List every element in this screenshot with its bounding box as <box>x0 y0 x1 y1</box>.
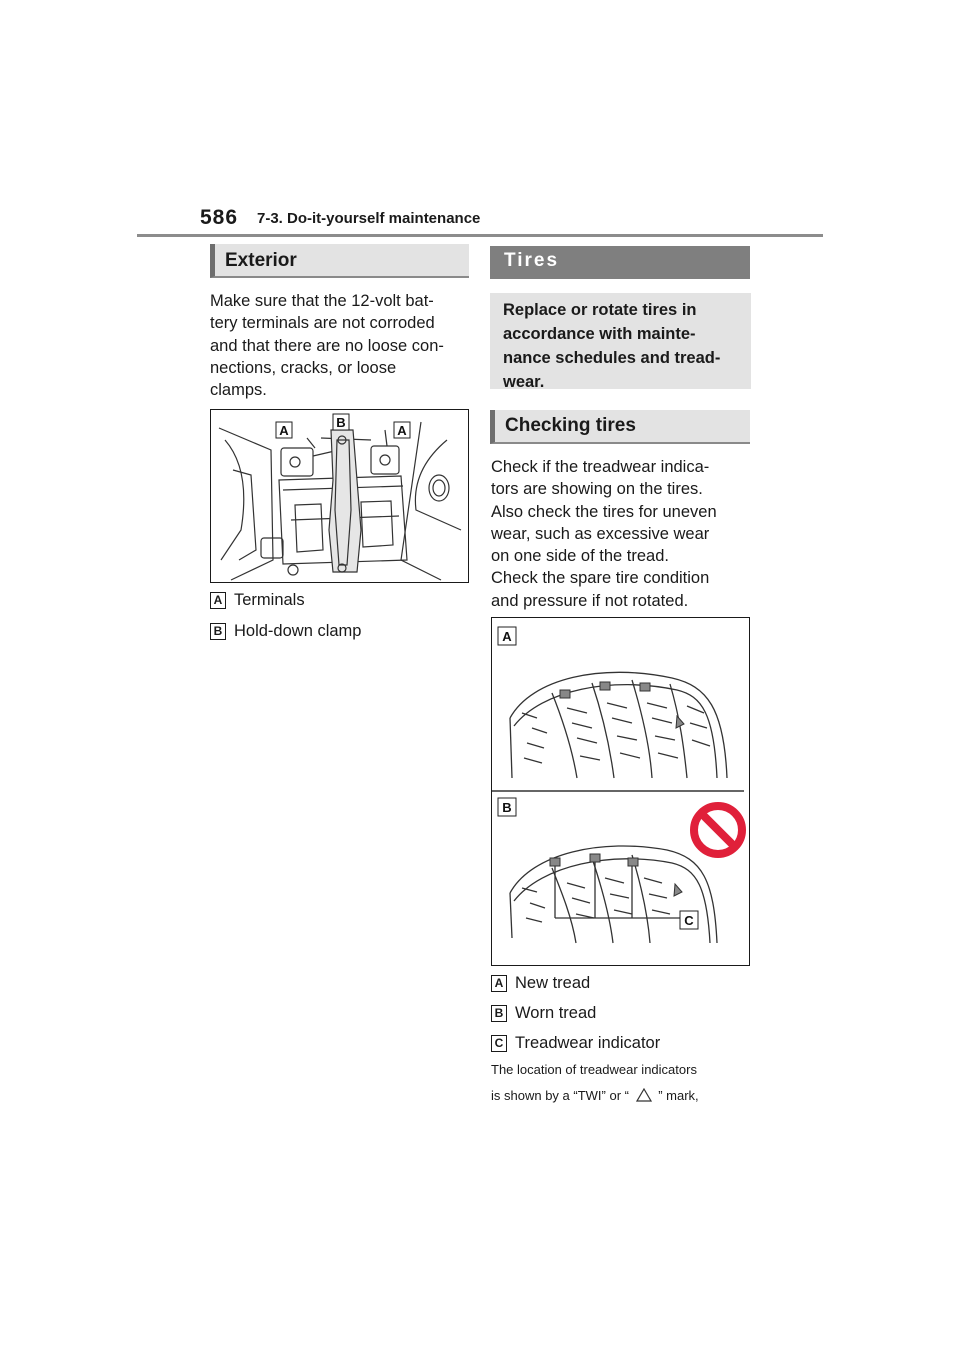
text-line: wear. <box>503 373 545 391</box>
exterior-heading <box>210 244 469 278</box>
text-line: and pressure if not rotated. <box>491 591 689 610</box>
tread-illustration <box>491 617 750 966</box>
checking-tires-paragraph <box>491 456 717 612</box>
note-text-post: ” mark, <box>658 1088 699 1103</box>
prohibition-icon <box>694 806 742 854</box>
callout-a-right: A <box>397 423 407 438</box>
text-line: nance schedules and tread- <box>503 349 721 367</box>
callout-b: B <box>336 415 346 430</box>
checking-tires-heading <box>490 410 750 444</box>
exterior-heading-text: Exterior <box>225 250 297 271</box>
legend-key: B <box>491 1005 507 1022</box>
exterior-paragraph <box>210 290 444 401</box>
text-line: and that there are no loose con- <box>210 336 444 355</box>
legend-text: New tread <box>515 974 591 993</box>
checking-tires-heading-text: Checking tires <box>505 415 636 436</box>
text-line: on one side of the tread. <box>491 547 669 566</box>
tires-heading-text: Tires <box>504 250 560 271</box>
legend-item <box>210 622 361 641</box>
legend-text: Hold-down clamp <box>234 622 362 641</box>
text-line: clamps. <box>210 381 267 400</box>
callout-a-left: A <box>279 423 289 438</box>
legend-item <box>491 974 590 993</box>
text-line: Make sure that the 12-volt bat- <box>210 292 434 310</box>
page-number: 586 <box>200 206 239 229</box>
tires-heading <box>490 246 750 279</box>
note-line: The location of treadwear indicators <box>491 1062 697 1077</box>
legend-item <box>491 1004 596 1023</box>
section-title: 7-3. Do-it-yourself maintenance <box>257 210 481 227</box>
text-line: Also check the tires for uneven <box>491 502 717 521</box>
legend-text: Treadwear indicator <box>515 1034 661 1053</box>
text-line: Replace or rotate tires in <box>503 301 697 319</box>
text-line: tery terminals are not corroded <box>210 314 435 333</box>
legend-key: A <box>210 592 226 609</box>
battery-illustration <box>210 409 469 583</box>
legend-text: Terminals <box>234 591 305 610</box>
header-rule <box>137 234 823 237</box>
legend-key: C <box>491 1035 507 1052</box>
legend-key: B <box>210 623 226 640</box>
legend-item <box>210 591 305 610</box>
tread-drawing <box>492 618 749 965</box>
label-new: A <box>502 629 512 644</box>
text-line: wear, such as excessive wear <box>491 524 710 543</box>
legend-item <box>491 1034 660 1053</box>
label-worn: B <box>502 800 512 815</box>
text-line: nections, cracks, or loose <box>210 358 397 377</box>
legend-key: A <box>491 975 507 992</box>
battery-drawing <box>211 410 468 582</box>
text-line: accordance with mainte- <box>503 325 696 343</box>
note-text-pre: is shown by a “TWI” or “ <box>491 1088 629 1103</box>
text-line: Check if the treadwear indica- <box>491 458 710 476</box>
triangle-mark-icon <box>636 1088 652 1102</box>
text-line: tors are showing on the tires. <box>491 480 703 499</box>
legend-text: Worn tread <box>515 1004 597 1023</box>
label-indicator: C <box>684 913 694 928</box>
replace-tires-box <box>490 293 751 389</box>
text-line: Check the spare tire condition <box>491 569 710 588</box>
note-line-with-mark <box>491 1088 699 1103</box>
